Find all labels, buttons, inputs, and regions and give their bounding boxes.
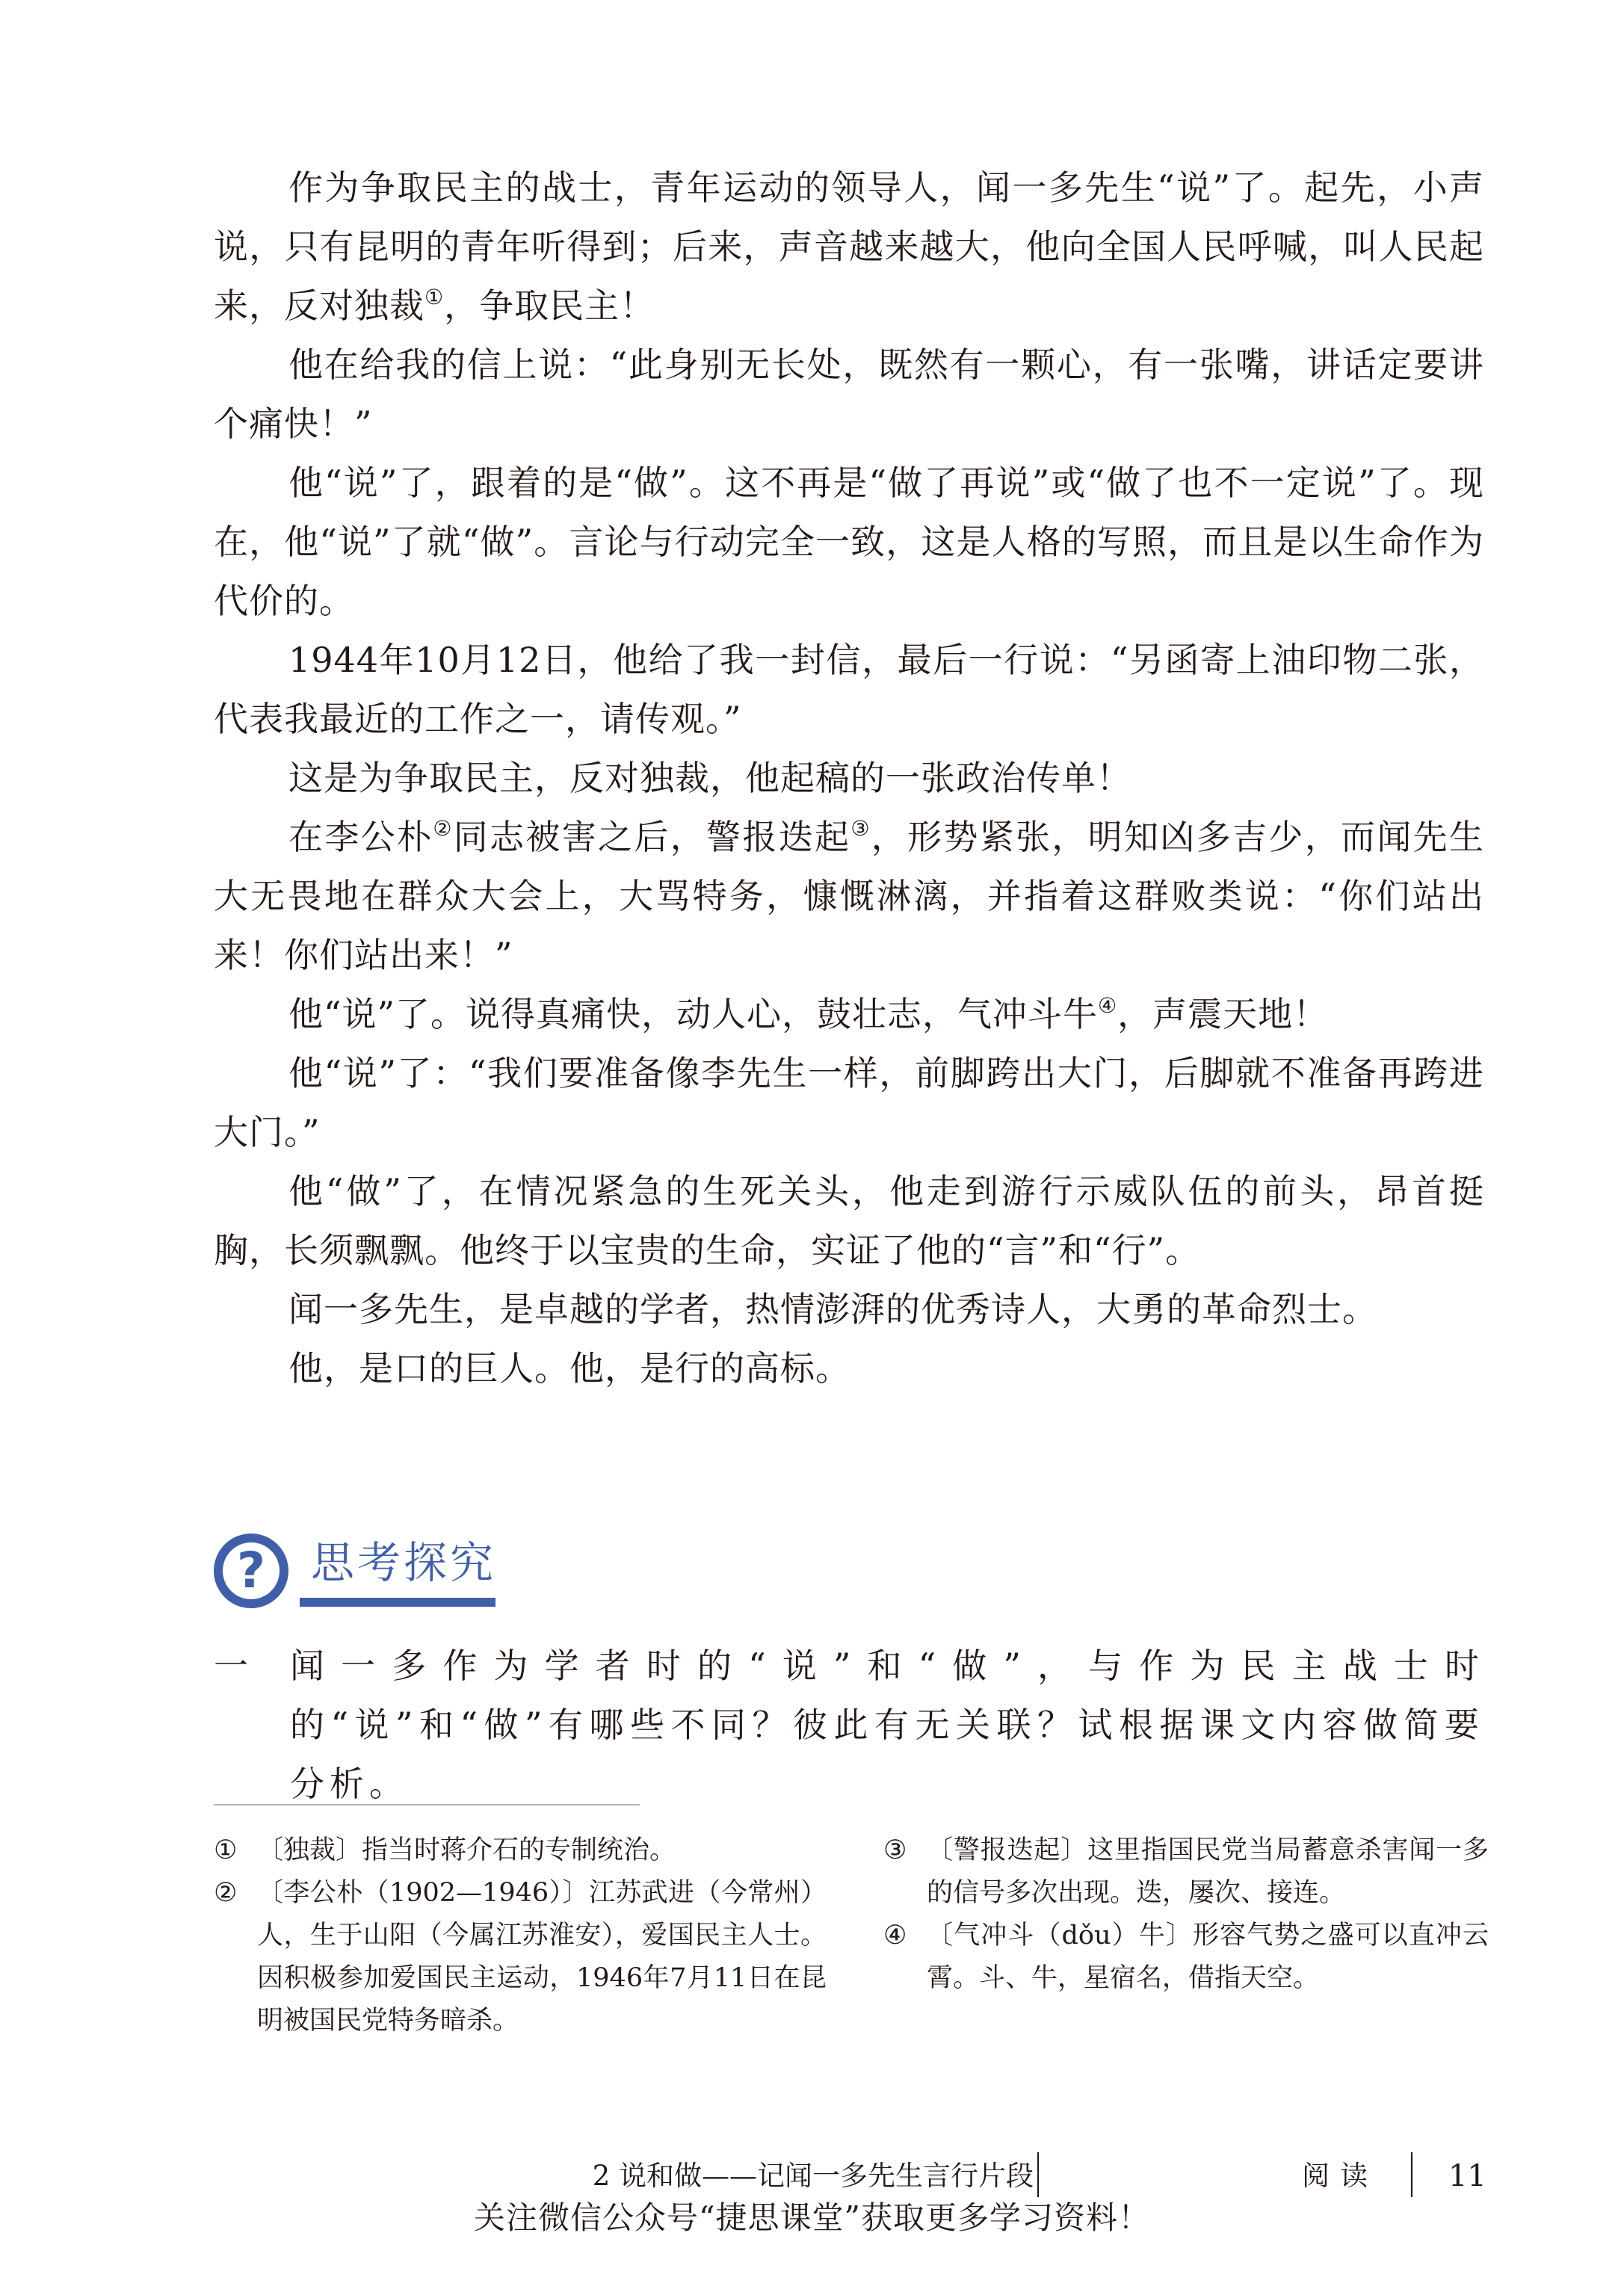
question-text: 闻一多作为学者时的“说”和“做”，与作为民主战士时的“说”和“做”有哪些不同？彼此有无关联？试根据课文内容做简要分析。 [290, 1646, 1484, 1804]
section-underline [300, 1598, 495, 1607]
paragraph: 闻一多先生，是卓越的学者，热情澎湃的优秀诗人，大勇的革命烈士。 [288, 1289, 1377, 1329]
footnote [214, 1872, 827, 2042]
footnote-ref[interactable]: ① [424, 285, 445, 309]
footnote [883, 1915, 1489, 2000]
paragraph: 他“说”了，跟着的是“做”。这不再是“做了再说”或“做了也不一定说”了。现在，他“说”了就“做”。言论与行动完全一致，这是人格的写照，而且是以生命作为代价的。 [214, 463, 1484, 621]
question-item [214, 1637, 1484, 1814]
footer-lesson-title: 2 说和做——记闻一多先生言行片段 [592, 2160, 1034, 2192]
section-title: 思考探究 [311, 1537, 497, 1588]
article-body [214, 158, 1484, 1398]
footnote-number: ④ [883, 1921, 907, 1950]
footnote-text: 〔李公朴（1902—1946）〕江苏武进（今常州）人，生于山阳（今属江苏淮安），爱国民主人士。因积极参加爱国民主运动，1946年7月11日在昆明被国民党特务暗杀。 [257, 1878, 827, 2036]
footer-section-label: 阅读 [1302, 2160, 1378, 2192]
question-number: 一 [214, 1646, 251, 1686]
paragraph: 作为争取民主的战士，青年运动的领导人，闻一多先生“说”了。起先，小声说，只有昆明的青年听得到；后来，声音越来越大，他向全国人民呼喊，叫人民起来，反对独裁①，争取民主！ [214, 167, 1484, 326]
paragraph: 他在给我的信上说：“此身别无长处，既然有一颗心，有一张嘴，讲话定要讲个痛快！” [214, 345, 1484, 444]
question-mark-icon: ? [214, 1533, 288, 1608]
footnote [883, 1829, 1489, 1915]
paragraph: 他“做”了，在情况紧急的生死关头，他走到游行示威队伍的前头，昂首挺胸，长须飘飘。他终于以宝贵的生命，实证了他的“言”和“行”。 [214, 1171, 1484, 1270]
footnotes-left-column [214, 1829, 827, 2042]
footnote [214, 1829, 827, 1872]
footnote-text: 〔气冲斗（dǒu）牛〕形容气势之盛可以直冲云霄。斗、牛，星宿名，借指天空。 [927, 1921, 1489, 1993]
footnote-text: 〔警报迭起〕这里指国民党当局蓄意杀害闻一多的信号多次出现。迭，屡次、接连。 [927, 1835, 1489, 1908]
promo-text: 关注微信公众号“捷思课堂”获取更多学习资料！ [474, 2199, 1150, 2236]
footnote-divider [214, 1804, 640, 1806]
page-number: 11 [1448, 2159, 1486, 2193]
paragraph: 1944年10月12日，他给了我一封信，最后一行说：“另函寄上油印物二张，代表我最近的工作之一，请传观。” [214, 640, 1484, 739]
section-heading [214, 1529, 498, 1611]
footnote-ref[interactable]: ③ [850, 816, 871, 841]
paragraph: 在李公朴②同志被害之后，警报迭起③，形势紧张，明知凶多吉少，而闻先生大无畏地在群众大会上，大骂特务，慷慨淋漓，并指着这群败类说：“你们站出来！你们站出来！” [214, 816, 1485, 975]
footnotes-right-column [883, 1829, 1489, 2000]
footnote-number: ② [214, 1878, 238, 1908]
footnote-number: ① [214, 1835, 238, 1865]
paragraph: 他“说”了。说得真痛快，动人心，鼓壮志，气冲斗牛④，声震天地！ [288, 993, 1329, 1034]
footnote-ref[interactable]: ④ [1098, 993, 1118, 1018]
paragraph: 他“说”了：“我们要准备像李先生一样，前脚跨出大门，后脚就不准备再跨进大门。” [214, 1053, 1484, 1152]
footer-divider [1037, 2152, 1039, 2197]
footer-divider [1411, 2152, 1412, 2197]
paragraph: 他，是口的巨人。他，是行的高标。 [288, 1348, 850, 1389]
footnote-number: ③ [883, 1835, 907, 1865]
paragraph: 这是为争取民主，反对独裁，他起稿的一张政治传单！ [288, 758, 1131, 798]
footnote-text: 〔独裁〕指当时蒋介石的专制统治。 [257, 1835, 676, 1865]
footnote-ref[interactable]: ② [433, 816, 454, 841]
